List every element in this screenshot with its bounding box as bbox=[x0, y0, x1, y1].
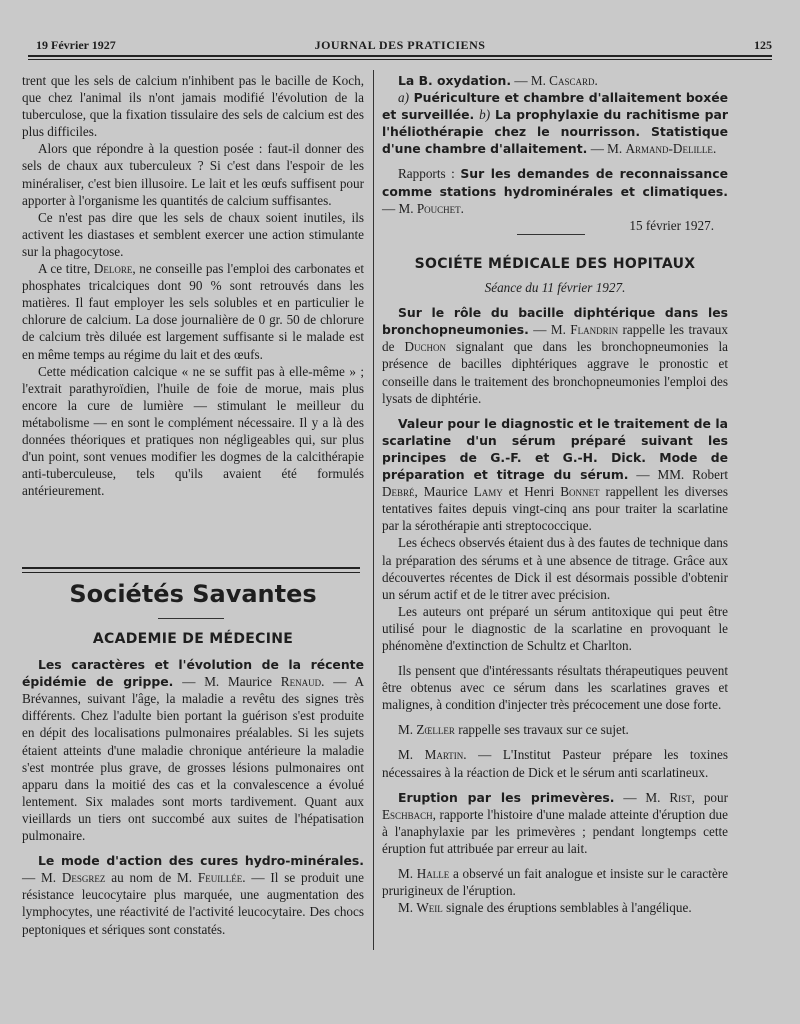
page-number: 125 bbox=[754, 38, 772, 52]
paragraph: Cette médication calcique « ne se suffit pas à elle-même » ; l'extrait parathyroïdien, l'huile de foie de morue, mais plus encore la cure de lumière — stimulant le meilleur du métabolisme — en sont le complément nécessaire. Il y a là des données théoriques et pratiques non négligeables qui, sur plus d'un point, sont venues modifier les dogmes de la calcithérapie anti-tuberculeuse, tels qu'ils avaient été formulés antérieurement. bbox=[22, 363, 364, 499]
communication-title: Sur le rôle du bacille diphtérique dans les bronchopneumonies. bbox=[382, 305, 728, 338]
paragraph bbox=[382, 899, 728, 916]
text-run: . — Il se produit une résistance leucocytaire plus marquée, une augmentation des lymphocytes, une réactivité de l'activité leucocytaire. Des chocs peptoniques et sériques sont constatés. bbox=[22, 870, 364, 937]
communication-title: Eruption par les primevères. bbox=[398, 789, 615, 805]
running-header bbox=[28, 36, 772, 56]
author-name: Debré bbox=[382, 484, 415, 500]
communication-title: Les caractères et l'évolution de la récente épidémie de grippe. bbox=[22, 657, 364, 690]
header-rule bbox=[28, 55, 772, 57]
text-run: , Maurice bbox=[414, 484, 474, 500]
author-name: Pouchet bbox=[416, 200, 461, 216]
author-name: Rist bbox=[669, 789, 692, 805]
author-name: Duchon bbox=[404, 339, 446, 355]
session-date: Séance du 11 février 1927. bbox=[484, 280, 626, 296]
paragraph: Ce n'est pas dire que les sels de chaux soient inutiles, ils activent les diastases et semblent exercer une action stimulante sur la phagocytose. bbox=[22, 209, 364, 259]
text-run: — M. bbox=[614, 789, 670, 805]
paragraph: Alors que répondre à la question posée : faut-il donner des sels de chaux aux tuberculeux ? Si c'est dans l'espoir de les minéraliser, c'est bien illusoire. Le lait et les œufs suffisent pour apporter à l'organisme les quantités de calcium suffisantes. bbox=[22, 141, 364, 208]
text-run: M. bbox=[398, 747, 425, 763]
communication-title: Sur les demandes de reconnaissance comme stations hydrominérales et climatiques. bbox=[382, 166, 728, 199]
communication-title: La prophylaxie du rachitisme par l'héliothérapie chez le nourrisson. Statistique d'une chambre d'allaitement. bbox=[382, 107, 728, 157]
text-run: — M. bbox=[382, 200, 417, 216]
text-run: — M. bbox=[587, 141, 626, 157]
text-run: . bbox=[460, 200, 464, 216]
text-run: , rapporte l'histoire d'une malade atteinte d'éruption due à l'anaphylaxie par les primevères ; pendant longtemps cette éruption fut attribuée par erreur au lait. bbox=[382, 806, 728, 856]
paragraph: Les auteurs ont préparé un sérum antitoxique qui peut être utilisé pour le diagnostic de la scarlatine en provoquant le phénomène d'extinction de Schultz et Charlton. bbox=[382, 603, 728, 653]
text-run: au nom de M. bbox=[105, 870, 198, 886]
text-run: signale des éruptions semblables à l'angélique. bbox=[442, 900, 692, 916]
communication bbox=[22, 852, 364, 937]
paragraph: Ils pensent que d'intéressants résultats thérapeutiques peuvent être obtenus avec ce sérum dans les scarlatines graves et malignes, à condition d'injecter très précocement une dose forte. bbox=[382, 663, 728, 713]
author-name: Bonnet bbox=[560, 484, 600, 500]
communication bbox=[382, 89, 728, 157]
author-name: Cascard bbox=[549, 73, 595, 88]
communication bbox=[382, 789, 728, 857]
title-underline bbox=[158, 618, 224, 619]
author-name: Halle bbox=[416, 866, 450, 881]
dateline: 15 février 1927. bbox=[629, 217, 714, 233]
society-heading: SOCIÉTE MÉDICALE DES HOPITAUX bbox=[414, 256, 696, 272]
author-name: Feuillée bbox=[197, 870, 243, 886]
text-run: M. bbox=[398, 866, 417, 881]
text-run: rappelle ses travaux sur ce sujet. bbox=[454, 722, 629, 738]
text-run: , pour bbox=[691, 789, 728, 805]
communication bbox=[382, 415, 728, 535]
text-run: . — L'Institut Pasteur prépare les toxines nécessaires à la réaction de Dick et le sérum anti scarlatineux. bbox=[382, 747, 728, 780]
paragraph bbox=[22, 260, 364, 363]
paragraph: Les échecs observés étaient dus à des fautes de technique dans la préparation des sérums et à une absence de titrage. Grâce aux découvertes récentes de Dick il est désormais possible d'obtenir un sérum actif et de le titrer avec précision. bbox=[382, 535, 728, 602]
author-name: Martin bbox=[424, 747, 464, 763]
list-marker: b) bbox=[479, 107, 491, 123]
author-name: Delore bbox=[93, 261, 133, 277]
text-run: — M. Maurice bbox=[173, 674, 281, 690]
communication bbox=[22, 656, 364, 844]
author-name: Flandrin bbox=[570, 322, 619, 338]
paragraph bbox=[382, 865, 728, 899]
author-name: Armand-Delille bbox=[625, 141, 713, 157]
academy-heading: ACADEMIE DE MÉDECINE bbox=[92, 631, 294, 647]
right-column-lower bbox=[382, 256, 728, 916]
author-name: Weil bbox=[416, 900, 443, 916]
right-column bbox=[382, 72, 728, 234]
column-divider bbox=[373, 70, 374, 950]
text-run: — M. bbox=[511, 73, 550, 88]
communication-title: La B. oxydation. bbox=[398, 73, 512, 88]
list-marker: a) bbox=[398, 90, 409, 106]
section-rule-thin bbox=[22, 572, 360, 573]
text-run: signalant que dans les bronchopneumonies la présence de bacilles diphtériques aggrave le pronostic et conseille dans le traitement des bronchopneumonies l'emploi des lysats de diphtérie. bbox=[382, 339, 729, 406]
text-run: A ce titre, bbox=[38, 261, 91, 277]
text-run: . — A Brévannes, suivant l'âge, la maladie a revêtu des signes très différents. Chez l'adulte bien portant la guérison s'est produite en dépit des localisations pulmonaires préalables. Si les sujets étaient atteints d'une maladie chronique antérieure la maladie s'est montrée plus grave, de grosses lésions pulmonaires ont apparu dans la moitié des cas et la convalescence a évolué lentement. Six malades sont morts tardivement. Quant aux vieillards un tiers ont succombé aux suites de l'hépatisation pulmonaire. bbox=[22, 674, 364, 844]
text-run: M. bbox=[398, 722, 417, 738]
text-run: et Henri bbox=[502, 484, 561, 500]
left-column-lower bbox=[22, 631, 364, 938]
header-rule-thin bbox=[28, 59, 772, 60]
paragraph bbox=[382, 721, 728, 738]
separator-rule bbox=[517, 234, 585, 235]
text-run: rappelle les travaux de bbox=[382, 322, 728, 355]
paragraph: trent que les sels de calcium n'inhibent pas le bacille de Koch, que chez l'animal ils n'ont jamais modifié l'évolution de la tuberculose, que la fixation tissulaire des sels de calcium est des plus difficiles. bbox=[22, 73, 364, 140]
communication-title: Puériculture et chambre d'allaitement boxée et surveillée. bbox=[382, 90, 728, 123]
paragraph bbox=[382, 746, 728, 780]
text-run: a observé un fait analogue et insiste sur le caractère prurigineux de l'éruption. bbox=[382, 866, 728, 899]
author-name: Desgrez bbox=[61, 870, 106, 886]
communication bbox=[382, 165, 728, 216]
text-run: . bbox=[594, 73, 598, 88]
author-name: Eschbach bbox=[382, 806, 433, 822]
communication bbox=[382, 72, 728, 89]
author-name: Zœller bbox=[416, 722, 455, 738]
communication-title: Le mode d'action des cures hydro-minérales. bbox=[38, 853, 364, 869]
text-run: rappellent les diverses tentatives faites depuis vingt-cinq ans pour traiter la scarlatine par la sérothérapie anti streptococcique. bbox=[382, 484, 729, 534]
text-run: . bbox=[712, 141, 717, 157]
communication-title: Valeur pour le diagnostic et le traitement de la scarlatine d'un sérum préparé suivant les principes de G.-F. et G.-H. Dick. Mode de préparation et titrage du sérum. bbox=[382, 415, 728, 483]
section-title: Sociétés Savantes bbox=[69, 580, 317, 608]
author-name: Lamy bbox=[473, 484, 503, 500]
header-date: 19 Février 1927 bbox=[36, 38, 116, 52]
text-run: — MM. Robert bbox=[628, 467, 729, 483]
left-column bbox=[22, 72, 364, 499]
author-name: Renaud bbox=[280, 674, 322, 690]
journal-title: JOURNAL DES PRATICIENS bbox=[314, 38, 486, 52]
text-run: M. bbox=[398, 900, 417, 916]
section-rule bbox=[22, 567, 360, 569]
text-run: Rapports : bbox=[398, 166, 461, 182]
text-run: — M. bbox=[528, 322, 571, 338]
text-run: — M. bbox=[22, 870, 62, 886]
text-run: , ne conseille pas l'emploi des carbonates et phosphates tricalciques dont 90 % sont retrouvés dans les matières. Il faut employer les sels solubles et en particulier le chlorure de calcium. La dose journalière de 0 gr. 50 de chlorure de calcium très diluée est largement suffisante si le malade est en même temps au régime du lait et des œufs. bbox=[22, 261, 364, 362]
communication bbox=[382, 304, 728, 407]
